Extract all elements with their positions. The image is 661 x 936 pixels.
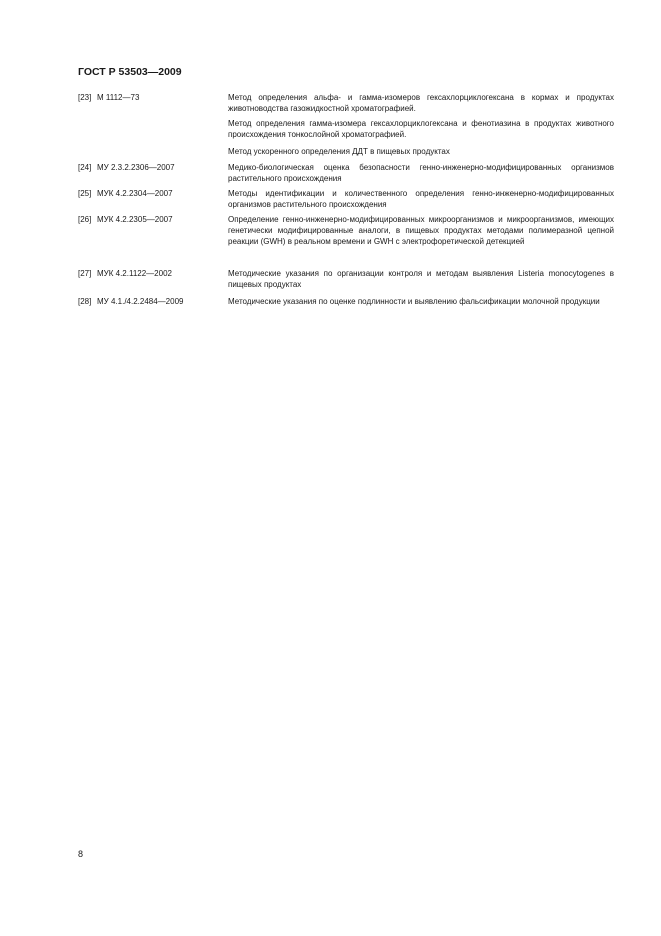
reference-number: [26] xyxy=(78,215,92,224)
reference-description: Метод определения гамма-изомера гексахлорциклогексана и фенотиазина в продуктах животного происхождения тонкослойной хроматографией. xyxy=(228,119,614,139)
reference-description: Методические указания по оценке подлинности и выявлению фальсификации молочной продукции xyxy=(228,297,600,306)
reference-code: МУК 4.2.1122—2002 xyxy=(97,269,172,278)
reference-code: МУ 2.3.2.2306—2007 xyxy=(97,163,175,172)
reference-number: [25] xyxy=(78,189,92,198)
reference-code: МУ 4.1./4.2.2484—2009 xyxy=(97,297,184,306)
reference-description: Методы идентификации и количественного определения генно-инженерно-модифицированных организмов растительного происхождения xyxy=(228,189,614,209)
reference-code: МУК 4.2.2304—2007 xyxy=(97,189,173,198)
reference-code: М 1112—73 xyxy=(97,93,140,102)
reference-description: Метод определения альфа- и гамма-изомеров гексахлорциклогексана в кормах и продуктах животноводства газожидкостной хроматографией. xyxy=(228,93,614,113)
reference-number: [23] xyxy=(78,93,92,102)
reference-number: [24] xyxy=(78,163,92,172)
reference-description: Методические указания по организации контроля и методам выявления Listeria monocytogenes в пищевых продуктах xyxy=(228,269,614,289)
reference-number: [27] xyxy=(78,269,92,278)
reference-code: МУК 4.2.2305—2007 xyxy=(97,215,173,224)
reference-description: Медико-биологическая оценка безопасности генно-инженерно-модифицированных организмов растительного происхождения xyxy=(228,163,614,183)
reference-number: [28] xyxy=(78,297,92,306)
reference-description: Метод ускоренного определения ДДТ в пищевых продуктах xyxy=(228,147,450,156)
reference-description: Определение генно-инженерно-модифицированных микроорганизмов и микроорганизмов, имеющих генетически модифицированные аналоги, в пищевых продуктах методами полимеразной цепной реакции (GWH) в реальном времени и GWH с электрофоретической детекцией xyxy=(228,215,614,246)
document-header: ГОСТ Р 53503—2009 xyxy=(78,66,182,78)
page-number: 8 xyxy=(78,849,84,859)
